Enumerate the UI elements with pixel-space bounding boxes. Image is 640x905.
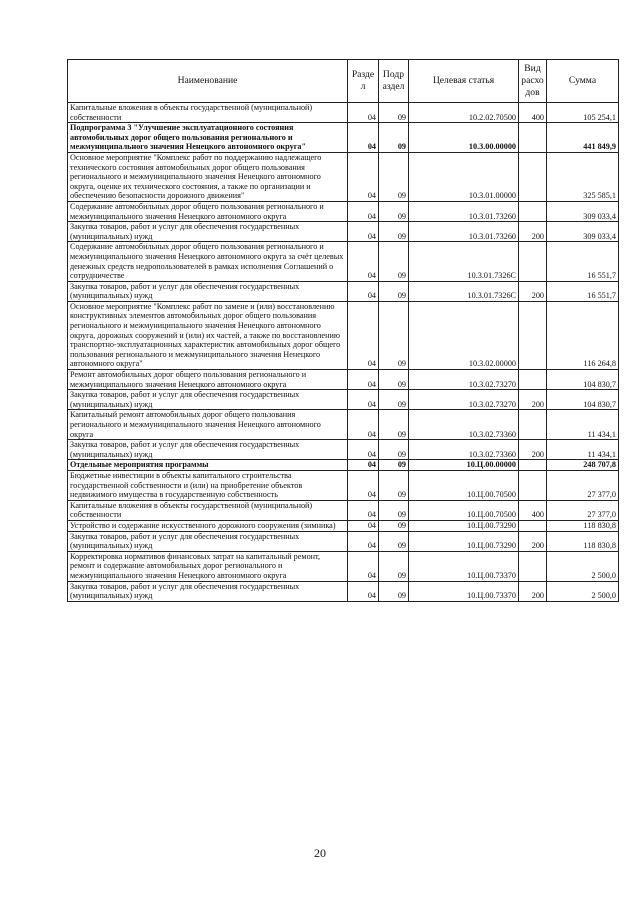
- budget-table: [67, 59, 619, 602]
- row-celevaya-statya: 10.3.02.73360: [409, 410, 519, 440]
- table-row: [68, 531, 619, 551]
- row-podrazdel: 09: [379, 301, 409, 369]
- row-podrazdel: 09: [379, 470, 409, 500]
- row-celevaya-statya: 10.Ц.00.70500: [409, 500, 519, 520]
- row-razdel: 04: [348, 520, 379, 531]
- row-vid-raskhodov: [519, 201, 547, 221]
- row-name: Закупка товаров, работ и услуг для обеспечения государственных (муниципальных) нужд: [68, 390, 348, 410]
- row-razdel: 04: [348, 551, 379, 581]
- row-summa: 2 500,0: [547, 551, 619, 581]
- row-summa: 2 500,0: [547, 581, 619, 601]
- row-vid-raskhodov: [519, 460, 547, 471]
- row-podrazdel: 09: [379, 531, 409, 551]
- row-podrazdel: 09: [379, 440, 409, 460]
- table-header: [68, 60, 619, 103]
- row-celevaya-statya: 10.3.01.00000: [409, 152, 519, 201]
- row-summa: 248 707,8: [547, 460, 619, 471]
- row-celevaya-statya: 10.3.02.73270: [409, 370, 519, 390]
- row-celevaya-statya: 10.3.01.73260: [409, 201, 519, 221]
- row-podrazdel: 09: [379, 581, 409, 601]
- row-name: Закупка товаров, работ и услуг для обеспечения государственных (муниципальных) нужд: [68, 222, 348, 242]
- row-vid-raskhodov: [519, 370, 547, 390]
- row-vid-raskhodov: [519, 410, 547, 440]
- row-celevaya-statya: 10.Ц.00.70500: [409, 470, 519, 500]
- row-podrazdel: 09: [379, 281, 409, 301]
- row-vid-raskhodov: 200: [519, 281, 547, 301]
- row-razdel: 04: [348, 410, 379, 440]
- row-razdel: 04: [348, 370, 379, 390]
- row-podrazdel: 09: [379, 551, 409, 581]
- row-vid-raskhodov: 200: [519, 581, 547, 601]
- row-vid-raskhodov: 200: [519, 531, 547, 551]
- row-razdel: 04: [348, 470, 379, 500]
- row-name: Устройство и содержание искусственного дорожного сооружения (зимника): [68, 520, 348, 531]
- row-razdel: 04: [348, 242, 379, 281]
- header-podrazdel: Подр аздел: [379, 60, 409, 103]
- row-summa: 309 033,4: [547, 201, 619, 221]
- table-row: [68, 460, 619, 471]
- row-celevaya-statya: 10.3.01.73260: [409, 222, 519, 242]
- header-celevaya-statya: Целевая статья: [409, 60, 519, 103]
- row-summa: 325 585,1: [547, 152, 619, 201]
- row-celevaya-statya: 10.3.02.73360: [409, 440, 519, 460]
- row-podrazdel: 09: [379, 242, 409, 281]
- header-razdel: Разде л: [348, 60, 379, 103]
- page-number: 20: [314, 846, 326, 860]
- row-podrazdel: 09: [379, 390, 409, 410]
- row-name: Капитальные вложения в объекты государственной (муниципальной) собственности: [68, 500, 348, 520]
- row-podrazdel: 09: [379, 500, 409, 520]
- row-summa: 104 830,7: [547, 390, 619, 410]
- row-podrazdel: 09: [379, 201, 409, 221]
- row-celevaya-statya: 10.Ц.00.73370: [409, 581, 519, 601]
- table-row: [68, 123, 619, 153]
- row-name: Содержание автомобильных дорог общего пользования регионального и межмуниципального значения Ненецкого автономного округа за счёт целевых денежных средств недропользователей в рамках исполнения Соглашений о сотрудничестве: [68, 242, 348, 281]
- row-name: Основное мероприятие "Комплекс работ по поддержанию надлежащего технического состояния автомобильных дорог общего пользования регионального и межмуниципального значения Ненецкого автономного округа, оценке их технического состояния, а также по организации и обеспечению безопасности дорожного движения": [68, 152, 348, 201]
- row-name: Отдельные мероприятия программы: [68, 460, 348, 471]
- row-razdel: 04: [348, 201, 379, 221]
- row-summa: 441 849,9: [547, 123, 619, 153]
- row-razdel: 04: [348, 222, 379, 242]
- row-razdel: 04: [348, 581, 379, 601]
- row-vid-raskhodov: [519, 301, 547, 369]
- row-vid-raskhodov: [519, 152, 547, 201]
- row-vid-raskhodov: 400: [519, 500, 547, 520]
- row-name: Подпрограмма 3 "Улучшение эксплуатационного состояния автомобильных дорог общего пользования регионального и межмуниципального значения Ненецкого автономного округа": [68, 123, 348, 153]
- row-podrazdel: 09: [379, 370, 409, 390]
- row-podrazdel: 09: [379, 520, 409, 531]
- table-row: [68, 301, 619, 369]
- row-summa: 11 434,1: [547, 440, 619, 460]
- row-podrazdel: 09: [379, 123, 409, 153]
- row-name: Закупка товаров, работ и услуг для обеспечения государственных (муниципальных) нужд: [68, 281, 348, 301]
- row-celevaya-statya: 10.3.00.00000: [409, 123, 519, 153]
- row-name: Закупка товаров, работ и услуг для обеспечения государственных (муниципальных) нужд: [68, 581, 348, 601]
- row-summa: 11 434,1: [547, 410, 619, 440]
- row-summa: 16 551,7: [547, 242, 619, 281]
- row-summa: 27 377,0: [547, 500, 619, 520]
- row-name: Капитальный ремонт автомобильных дорог общего пользования регионального и межмуниципального значения Ненецкого автономного округа: [68, 410, 348, 440]
- row-razdel: 04: [348, 301, 379, 369]
- table-row: [68, 103, 619, 123]
- row-podrazdel: 09: [379, 152, 409, 201]
- row-summa: 116 264,8: [547, 301, 619, 369]
- row-vid-raskhodov: [519, 470, 547, 500]
- row-vid-raskhodov: [519, 123, 547, 153]
- row-name: Ремонт автомобильных дорог общего пользования регионального и межмуниципального значения Ненецкого автономного округа: [68, 370, 348, 390]
- table-row: [68, 390, 619, 410]
- row-celevaya-statya: 10.2.02.70500: [409, 103, 519, 123]
- table-row: [68, 370, 619, 390]
- table-row: [68, 281, 619, 301]
- row-vid-raskhodov: 200: [519, 440, 547, 460]
- table-row: [68, 581, 619, 601]
- row-razdel: 04: [348, 152, 379, 201]
- table-row: [68, 242, 619, 281]
- row-razdel: 04: [348, 531, 379, 551]
- row-name: Бюджетные инвестиции в объекты капитального строительства государственной собственности и (или) на приобретение объектов недвижимого имущества в государственную собственность: [68, 470, 348, 500]
- row-vid-raskhodov: 400: [519, 103, 547, 123]
- row-name: Содержание автомобильных дорог общего пользования регионального и межмуниципального значения Ненецкого автономного округа: [68, 201, 348, 221]
- row-vid-raskhodov: 200: [519, 390, 547, 410]
- row-celevaya-statya: 10.Ц.00.73290: [409, 520, 519, 531]
- row-name: Корректировка нормативов финансовых затрат на капитальный ремонт, ремонт и содержание автомобильных дорог регионального и межмуниципального значения Ненецкого автономного округа: [68, 551, 348, 581]
- table-row: [68, 500, 619, 520]
- row-name: Закупка товаров, работ и услуг для обеспечения государственных (муниципальных) нужд: [68, 440, 348, 460]
- row-razdel: 04: [348, 460, 379, 471]
- row-celevaya-statya: 10.3.02.73270: [409, 390, 519, 410]
- row-podrazdel: 09: [379, 103, 409, 123]
- row-podrazdel: 09: [379, 460, 409, 471]
- row-summa: 105 254,1: [547, 103, 619, 123]
- header-name: Наименование: [68, 60, 348, 103]
- table-row: [68, 222, 619, 242]
- table-row: [68, 152, 619, 201]
- row-razdel: 04: [348, 281, 379, 301]
- table-row: [68, 551, 619, 581]
- row-vid-raskhodov: [519, 520, 547, 531]
- row-celevaya-statya: 10.3.02.00000: [409, 301, 519, 369]
- row-podrazdel: 09: [379, 222, 409, 242]
- row-summa: 118 830,8: [547, 531, 619, 551]
- row-celevaya-statya: 10.3.01.7326C: [409, 242, 519, 281]
- row-name: Основное мероприятие "Комплекс работ по замене и (или) восстановлению конструктивных элементов автомобильных дорог общего пользования регионального и межмуниципального значения Ненецкого автономного округа, дорожных сооружений и (или) их частей, а также по восстановлению транспортно-эксплуатационных характеристик автомобильных дорог общего пользования регионального и межмуниципального значения Ненецкого автономного округа": [68, 301, 348, 369]
- row-vid-raskhodov: [519, 551, 547, 581]
- row-razdel: 04: [348, 500, 379, 520]
- row-razdel: 04: [348, 103, 379, 123]
- row-summa: 16 551,7: [547, 281, 619, 301]
- row-razdel: 04: [348, 440, 379, 460]
- header-vid-raskhodov: Вид расхо дов: [519, 60, 547, 103]
- row-celevaya-statya: 10.Ц.00.00000: [409, 460, 519, 471]
- row-podrazdel: 09: [379, 410, 409, 440]
- row-razdel: 04: [348, 123, 379, 153]
- row-vid-raskhodov: [519, 242, 547, 281]
- row-summa: 309 033,4: [547, 222, 619, 242]
- row-name: Капитальные вложения в объекты государственной (муниципальной) собственности: [68, 103, 348, 123]
- header-summa: Сумма: [547, 60, 619, 103]
- row-razdel: 04: [348, 390, 379, 410]
- table-row: [68, 470, 619, 500]
- row-summa: 104 830,7: [547, 370, 619, 390]
- row-summa: 27 377,0: [547, 470, 619, 500]
- row-celevaya-statya: 10.3.01.7326C: [409, 281, 519, 301]
- table-row: [68, 410, 619, 440]
- table-row: [68, 520, 619, 531]
- row-summa: 118 830,8: [547, 520, 619, 531]
- row-celevaya-statya: 10.Ц.00.73370: [409, 551, 519, 581]
- table-row: [68, 201, 619, 221]
- table-row: [68, 440, 619, 460]
- table-body: [68, 103, 619, 602]
- row-vid-raskhodov: 200: [519, 222, 547, 242]
- row-name: Закупка товаров, работ и услуг для обеспечения государственных (муниципальных) нужд: [68, 531, 348, 551]
- row-celevaya-statya: 10.Ц.00.73290: [409, 531, 519, 551]
